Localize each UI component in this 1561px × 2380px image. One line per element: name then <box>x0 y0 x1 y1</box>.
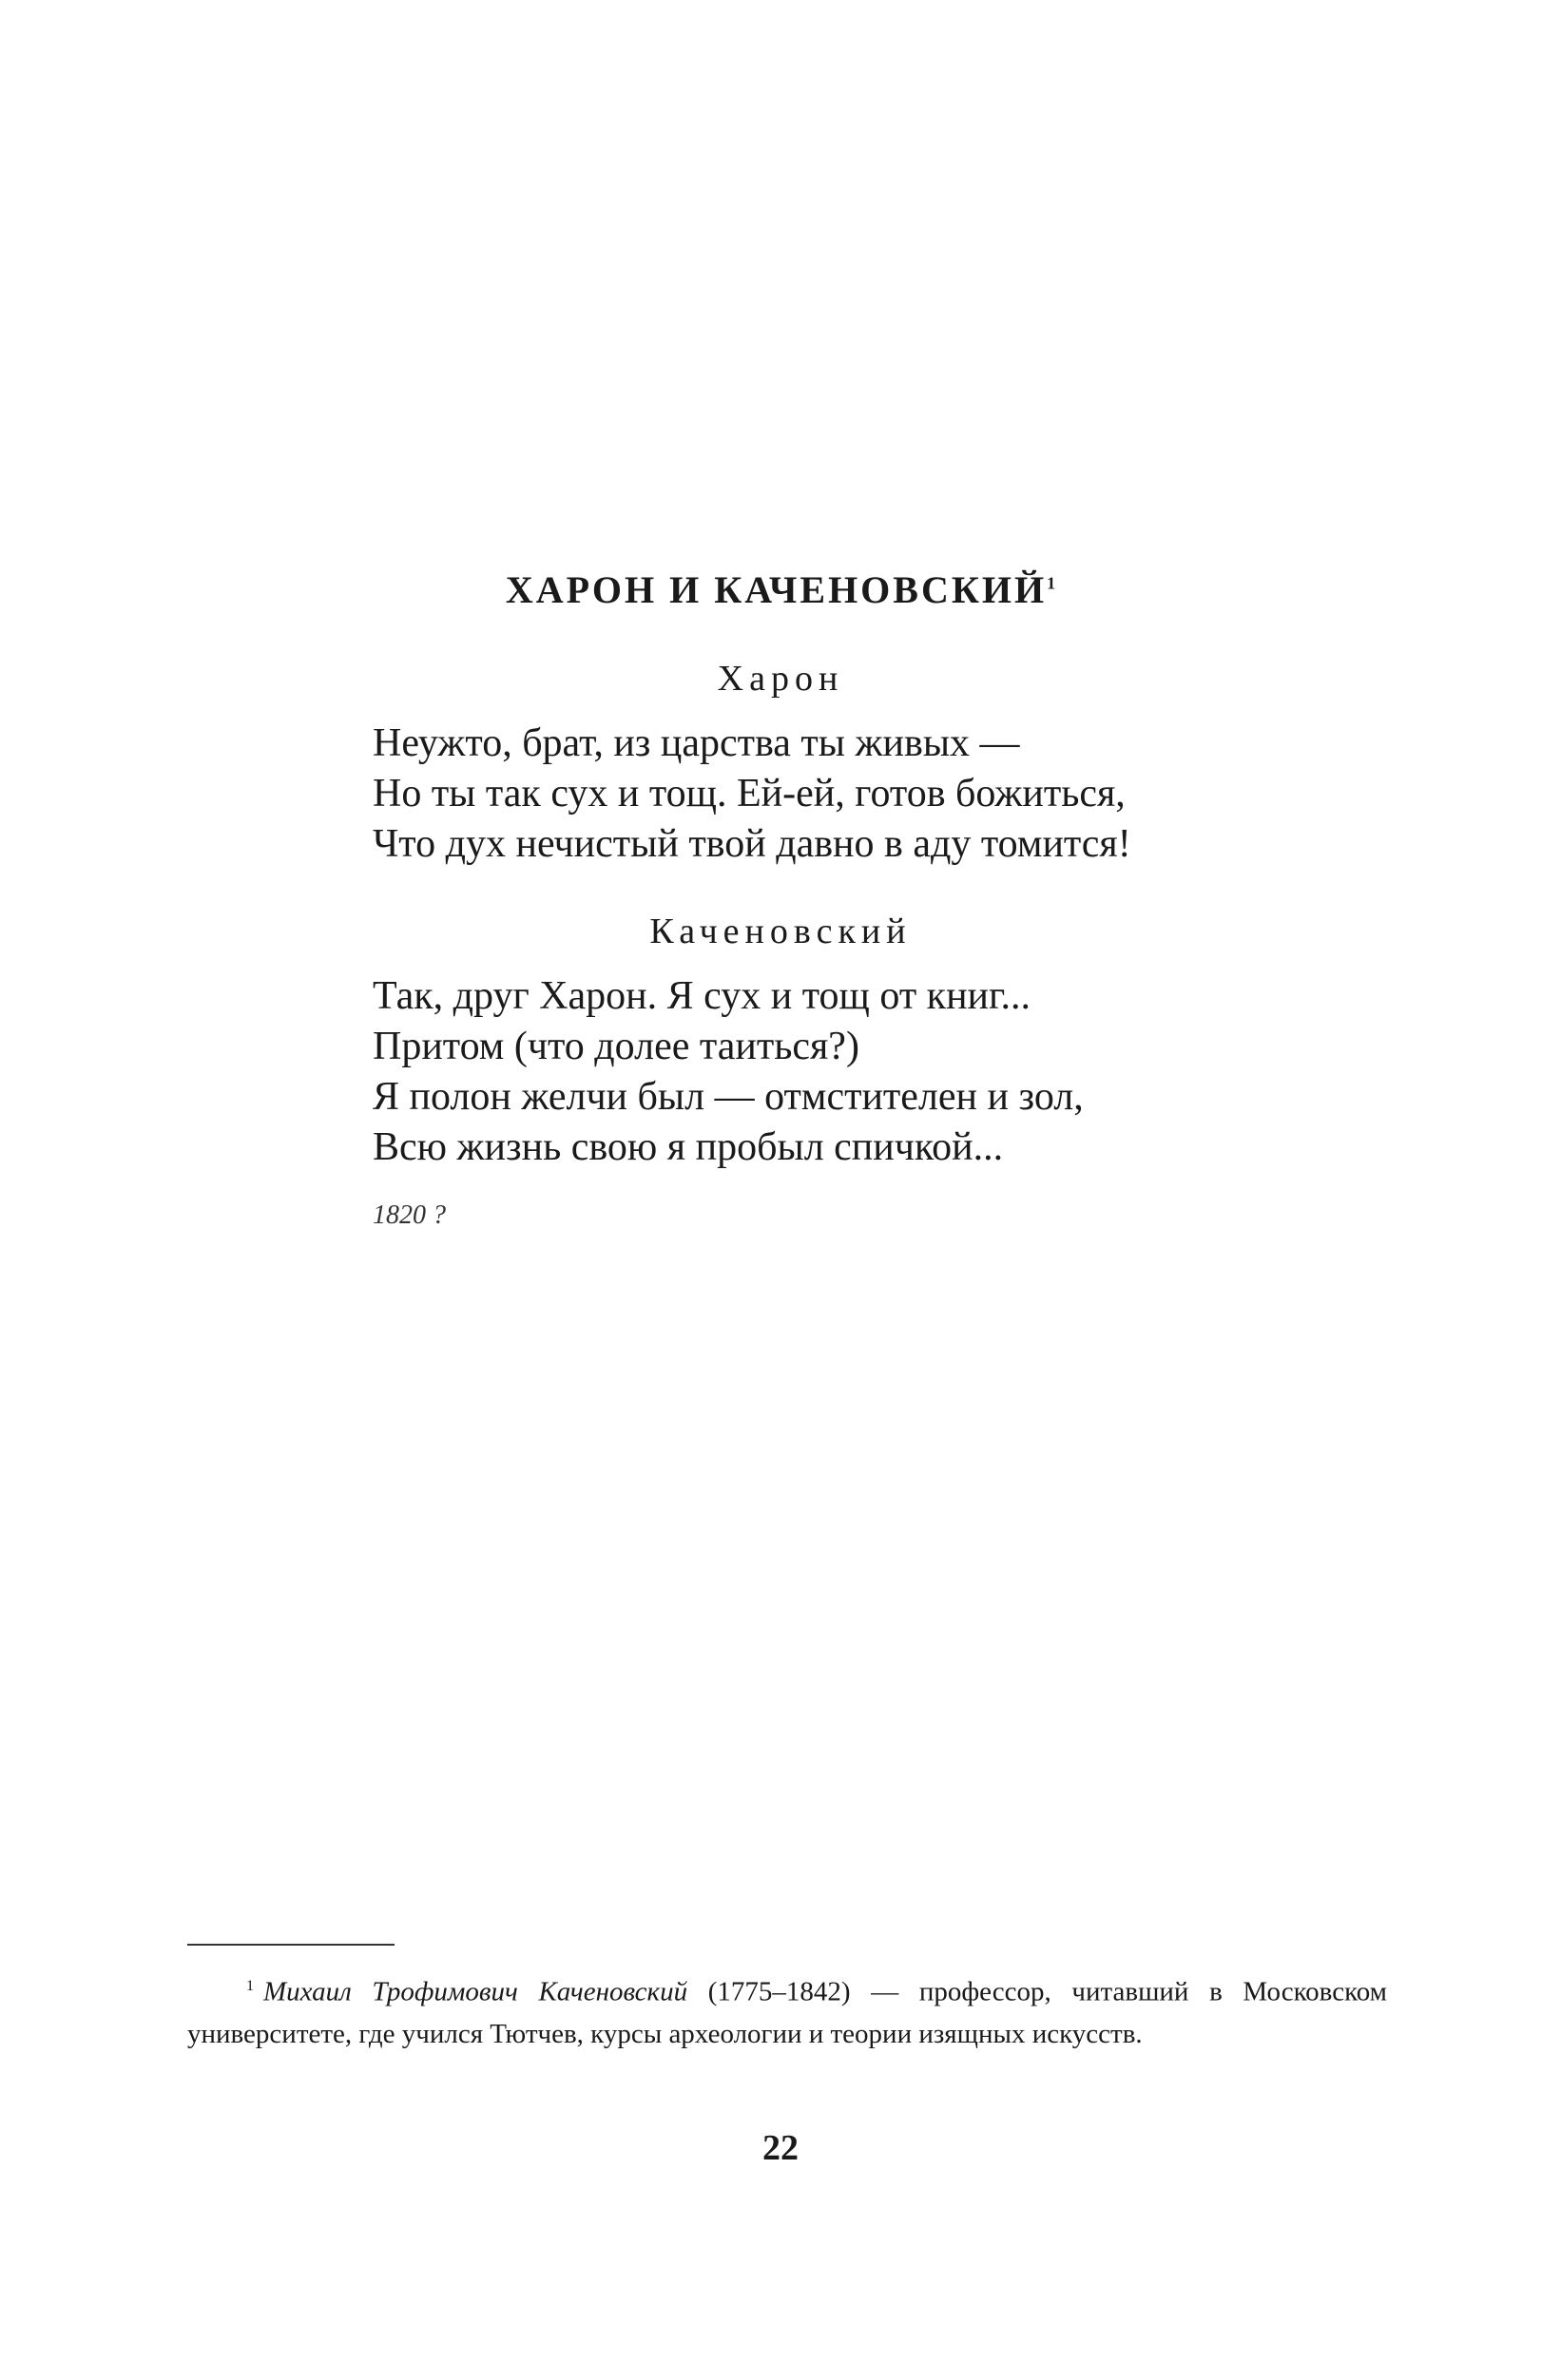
poem-title <box>0 567 1561 612</box>
stanza-charon <box>373 719 1131 870</box>
footnote-mark: 1 <box>246 1978 254 1994</box>
title-footnote-mark: 1 <box>1047 573 1056 593</box>
verse-line: Я полон желчи был — отмстителен и зол, <box>373 1075 1084 1119</box>
verse-line: Неужто, брат, из царства ты живых — <box>373 721 1020 765</box>
verse-line: Всю жизнь свою я пробыл спичкой... <box>373 1125 1004 1169</box>
speaker-kachenovsky: Каченовский <box>649 912 912 951</box>
footnote-person-name: Михаил Трофимович Каченовский <box>263 1976 688 2007</box>
verse-line: Притом (что долее таиться?) <box>373 1025 859 1068</box>
speaker-charon: Харон <box>717 659 844 699</box>
verse-line: Так, друг Харон. Я сух и тощ от книг... <box>373 974 1031 1018</box>
footnote-divider <box>187 1944 395 1946</box>
poem-title-text: ХАРОН И КАЧЕНОВСКИЙ <box>505 567 1048 611</box>
verse-line: Что дух нечистый твой давно в аду томится! <box>373 822 1131 866</box>
verse-line: Но ты так сух и тощ. Ей-ей, готов божиться, <box>373 772 1126 816</box>
footnote <box>187 1966 1387 2055</box>
poem-date: 1820 ? <box>373 1200 446 1230</box>
stanza-kachenovsky <box>373 971 1084 1173</box>
footnote-text: (1775–1842) — профессор, читавший в Московском университете, где учился Тютчев, курсы археологии и теории изящных искусств. <box>187 1976 1387 2049</box>
page-number: 22 <box>762 2128 799 2168</box>
